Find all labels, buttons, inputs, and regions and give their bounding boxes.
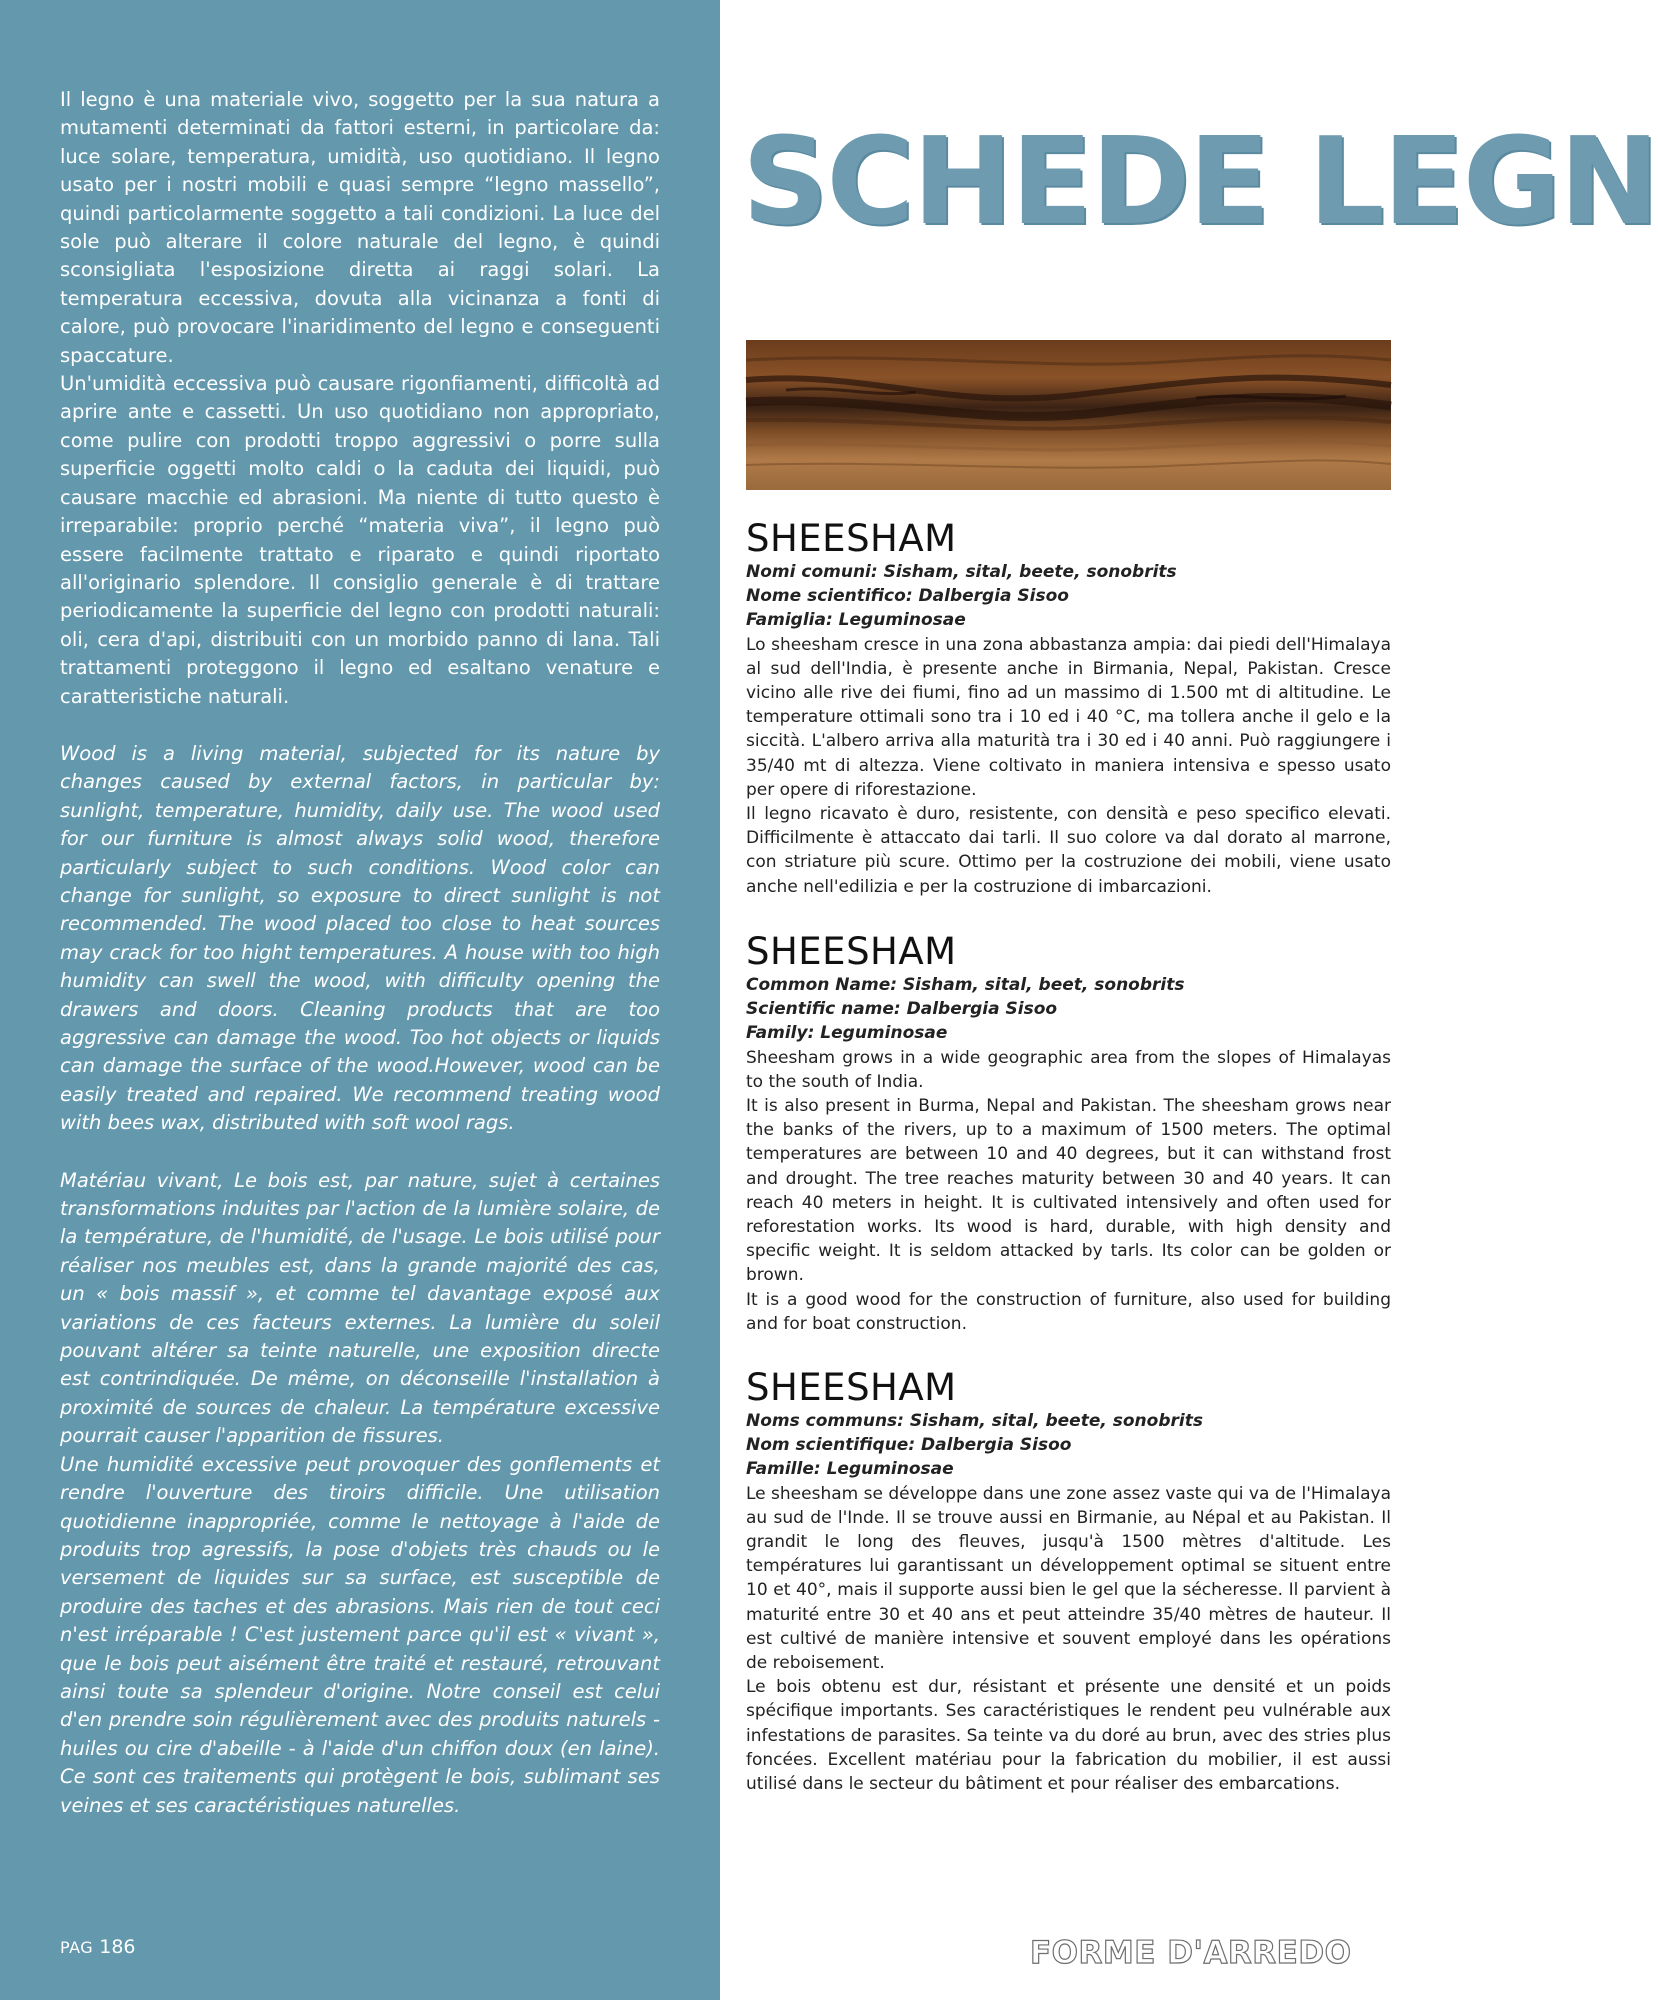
wood-grain-illustration bbox=[746, 340, 1391, 490]
intro-it-paragraph-1: Il legno è una materiale vivo, soggetto per la sua natura a mutamenti determinati da fattori esterni, in particolare da: luce solare, temperatura, umidità, uso quotidiano. Il legno usato per i nostri mobili e quasi sempre “legno massello”, quindi particolarmente soggetto a tali condizioni. La luce del sole può alterare il colore naturale del legno, è quindi sconsigliata l'esposizione diretta ai raggi solari. La temperatura eccessiva, dovuta alla vicinanza a fonti di calore, può provocare l'inaridimento del legno e conseguenti spaccature. bbox=[60, 88, 660, 367]
body-en-paragraph-1: Sheesham grows in a wide geographic area from the slopes of Himalayas to the south of India. bbox=[746, 1047, 1391, 1092]
page-title: SCHEDE LEGN bbox=[742, 113, 1658, 252]
body-en-paragraph-2: It is also present in Burma, Nepal and Pakistan. The sheesham grows near the banks of the rivers, up to a maximum of 1500 meters. The optimal temperatures are between 10 and 40 degrees, but it can withstand frost and drought. The tree reaches maturity between 30 and 40 years. It can reach 40 meters in height. It is cultivated intensively and often used for reforestation works. Its wood is hard, durable, with high density and specific weight. It is seldom attacked by tarls. Its color can be golden or brown. bbox=[746, 1096, 1391, 1286]
meta-common-names-fr: Noms communs: Sisham, sital, beete, sonobrits bbox=[746, 1411, 1203, 1431]
wood-sample-image bbox=[746, 340, 1391, 490]
section-heading-en: SHEESHAM bbox=[746, 930, 957, 973]
meta-common-names-it: Nomi comuni: Sisham, sital, beete, sonobrits bbox=[746, 562, 1177, 582]
meta-scientific-name-fr: Nom scientifique: Dalbergia Sisoo bbox=[746, 1435, 1072, 1456]
sheesham-fr-section bbox=[746, 1367, 1391, 1796]
page-number bbox=[60, 1936, 136, 1958]
meta-family-fr: Famille: Leguminosae bbox=[746, 1459, 954, 1480]
meta-scientific-name-en: Scientific name: Dalbergia Sisoo bbox=[746, 999, 1058, 1020]
left-panel bbox=[0, 0, 720, 2000]
meta-family-it: Famiglia: Leguminosae bbox=[746, 610, 966, 631]
sheesham-it-section bbox=[746, 518, 1391, 899]
body-fr-paragraph-1: Le sheesham se développe dans une zone assez vaste qui va de l'Himalaya au sud de l'Inde. Il se trouve aussi en Birmanie, au Népal et au Pakistan. Il grandit le long des fleuves, jusqu'à 1500 mètres d'altitude. Les températures lui garantissant un développement optimal se situent entre 10 et 40°, mais il supporte aussi bien le gel que la sécheresse. Il parvient à maturité entre 30 et 40 ans et peut atteindre 35/40 mètres de hauteur. Il est cultivé de manière intensive et souvent employé dans les opérations de reboisement. bbox=[746, 1483, 1391, 1674]
intro-it-paragraph-2: Un'umidità eccessiva può causare rigonfiamenti, difficoltà ad aprire ante e cassetti. Un uso quotidiano non appropriato, come pulire con prodotti troppo aggressivi o porre sulla superficie oggetti molto caldi o la caduta dei liquidi, può causare macchie ed abrasioni. Ma niente di tutto questo è irreparabile: proprio perché “materia viva”, il legno può essere facilmente trattato e riparato e quindi riportato all'originario splendore. Il consiglio generale è di trattare periodicamente la superficie del legno con prodotti naturali: oli, cera d'api, distribuiti con un morbido panno di lana. Tali trattamenti proteggono il legno ed esaltano venature e caratteristiche naturali. bbox=[60, 372, 660, 708]
intro-fr-paragraph-1: Matériau vivant, Le bois est, par nature, sujet à certaines transformations induites par l'action de la lumière solaire, de la température, de l'humidité, de l'usage. Le bois utilisé pour réaliser nos meubles est, dans la grande majorité des cas, un « bois massif », et comme tel davantage exposé aux variations de ces facteurs externes. La lumière du soleil pouvant altérer sa teinte naturelle, une exposition directe est contrindiquée. De même, on déconseille l'installation à proximité de sources de chaleur. La température excessive pourrait causer l'apparition de fissures. bbox=[60, 1168, 660, 1448]
page-label: PAG bbox=[60, 1938, 94, 1957]
body-en-paragraph-3: It is a good wood for the construction of furniture, also used for building and for boat construction. bbox=[746, 1289, 1391, 1334]
meta-common-names-en: Common Name: Sisham, sital, beet, sonobrits bbox=[746, 975, 1185, 995]
body-it-paragraph-2: Il legno ricavato è duro, resistente, con densità e peso specifico elevati. Difficilmente è attaccato dai tarli. Il suo colore va dal dorato al marrone, con striature più scure. Ottimo per la costruzione dei mobili, viene usato anche nell'edilizia e per la costruzione di imbarcazioni. bbox=[746, 804, 1391, 897]
body-it-paragraph-1: Lo sheesham cresce in una zona abbastanza ampia: dai piedi dell'Himalaya al sud dell'India, è presente anche in Birmania, Nepal, Pakistan. Cresce vicino alle rive dei fiumi, fino ad un massimo di 1.500 mt di altitudine. Le temperature ottimali sono tra i 10 ed i 40 °C, ma tollera anche il gelo e la siccità. L'albero arriva alla maturità tra i 30 ed i 40 anni. Può raggiungere i 35/40 mt di altezza. Viene coltivato in maniera intensiva e spesso usato per opere di riforestazione. bbox=[746, 634, 1391, 800]
intro-en-paragraph: Wood is a living material, subjected for its nature by changes caused by external factors, in particular by: sunlight, temperature, humidity, daily use. The wood used for our furniture is almost always solid wood, therefore particularly subject to such conditions. Wood color can change for sunlight, so exposure to direct sunlight is not recommended. The wood placed too close to heat sources may crack for too hight temperatures. A house with too high humidity can swell the wood, with difficulty opening the drawers and doors. Cleaning products that are too aggressive can damage the wood. Too hot objects or liquids can damage the surface of the wood.However, wood can be easily treated and repaired. We recommend treating wood with bees wax, distributed with soft wool rags. bbox=[60, 741, 660, 1135]
meta-family-en: Family: Leguminosae bbox=[746, 1023, 948, 1044]
brand-logo: FORME D'ARREDO bbox=[1030, 1935, 1352, 1971]
body-fr-paragraph-2: Le bois obtenu est dur, résistant et présente une densité et un poids spécifique importants. Ses caractéristiques le rendent peu vulnérable aux infestations de parasites. Sa teinte va du doré au brun, avec des stries plus foncées. Excellent matériau pour la fabrication du mobilier, il est aussi utilisé dans le secteur du bâtiment et pour réaliser des embarcations. bbox=[746, 1677, 1391, 1795]
meta-scientific-name-it: Nome scientifico: Dalbergia Sisoo bbox=[746, 586, 1069, 607]
section-heading-fr: SHEESHAM bbox=[746, 1366, 957, 1409]
intro-fr-paragraph-2: Une humidité excessive peut provoquer des gonflements et rendre l'ouverture des tiroirs difficile. Une utilisation quotidienne inappropriée, comme le nettoyage à l'aide de produits trop agressifs, la pose d'objets très chauds ou le versement de liquides sur sa surface, est susceptible de produire des taches et des abrasions. Mais rien de tout ceci n'est irréparable ! C'est justement parce qu'il est « vivant », que le bois peut aisément être traité et restauré, retrouvant ainsi toute sa splendeur d'origine. Notre conseil est celui d'en prendre soin régulièrement avec des produits naturels - huiles ou cire d'abeille - à l'aide d'un chiffon doux (en laine). Ce sont ces traitements qui protègent le bois, sublimant ses veines et ses caractéristiques naturelles. bbox=[60, 1452, 660, 1817]
section-heading-it: SHEESHAM bbox=[746, 517, 957, 560]
page-value: 186 bbox=[99, 1936, 136, 1958]
sheesham-en-section bbox=[746, 931, 1391, 1336]
intro-text bbox=[60, 86, 660, 1820]
